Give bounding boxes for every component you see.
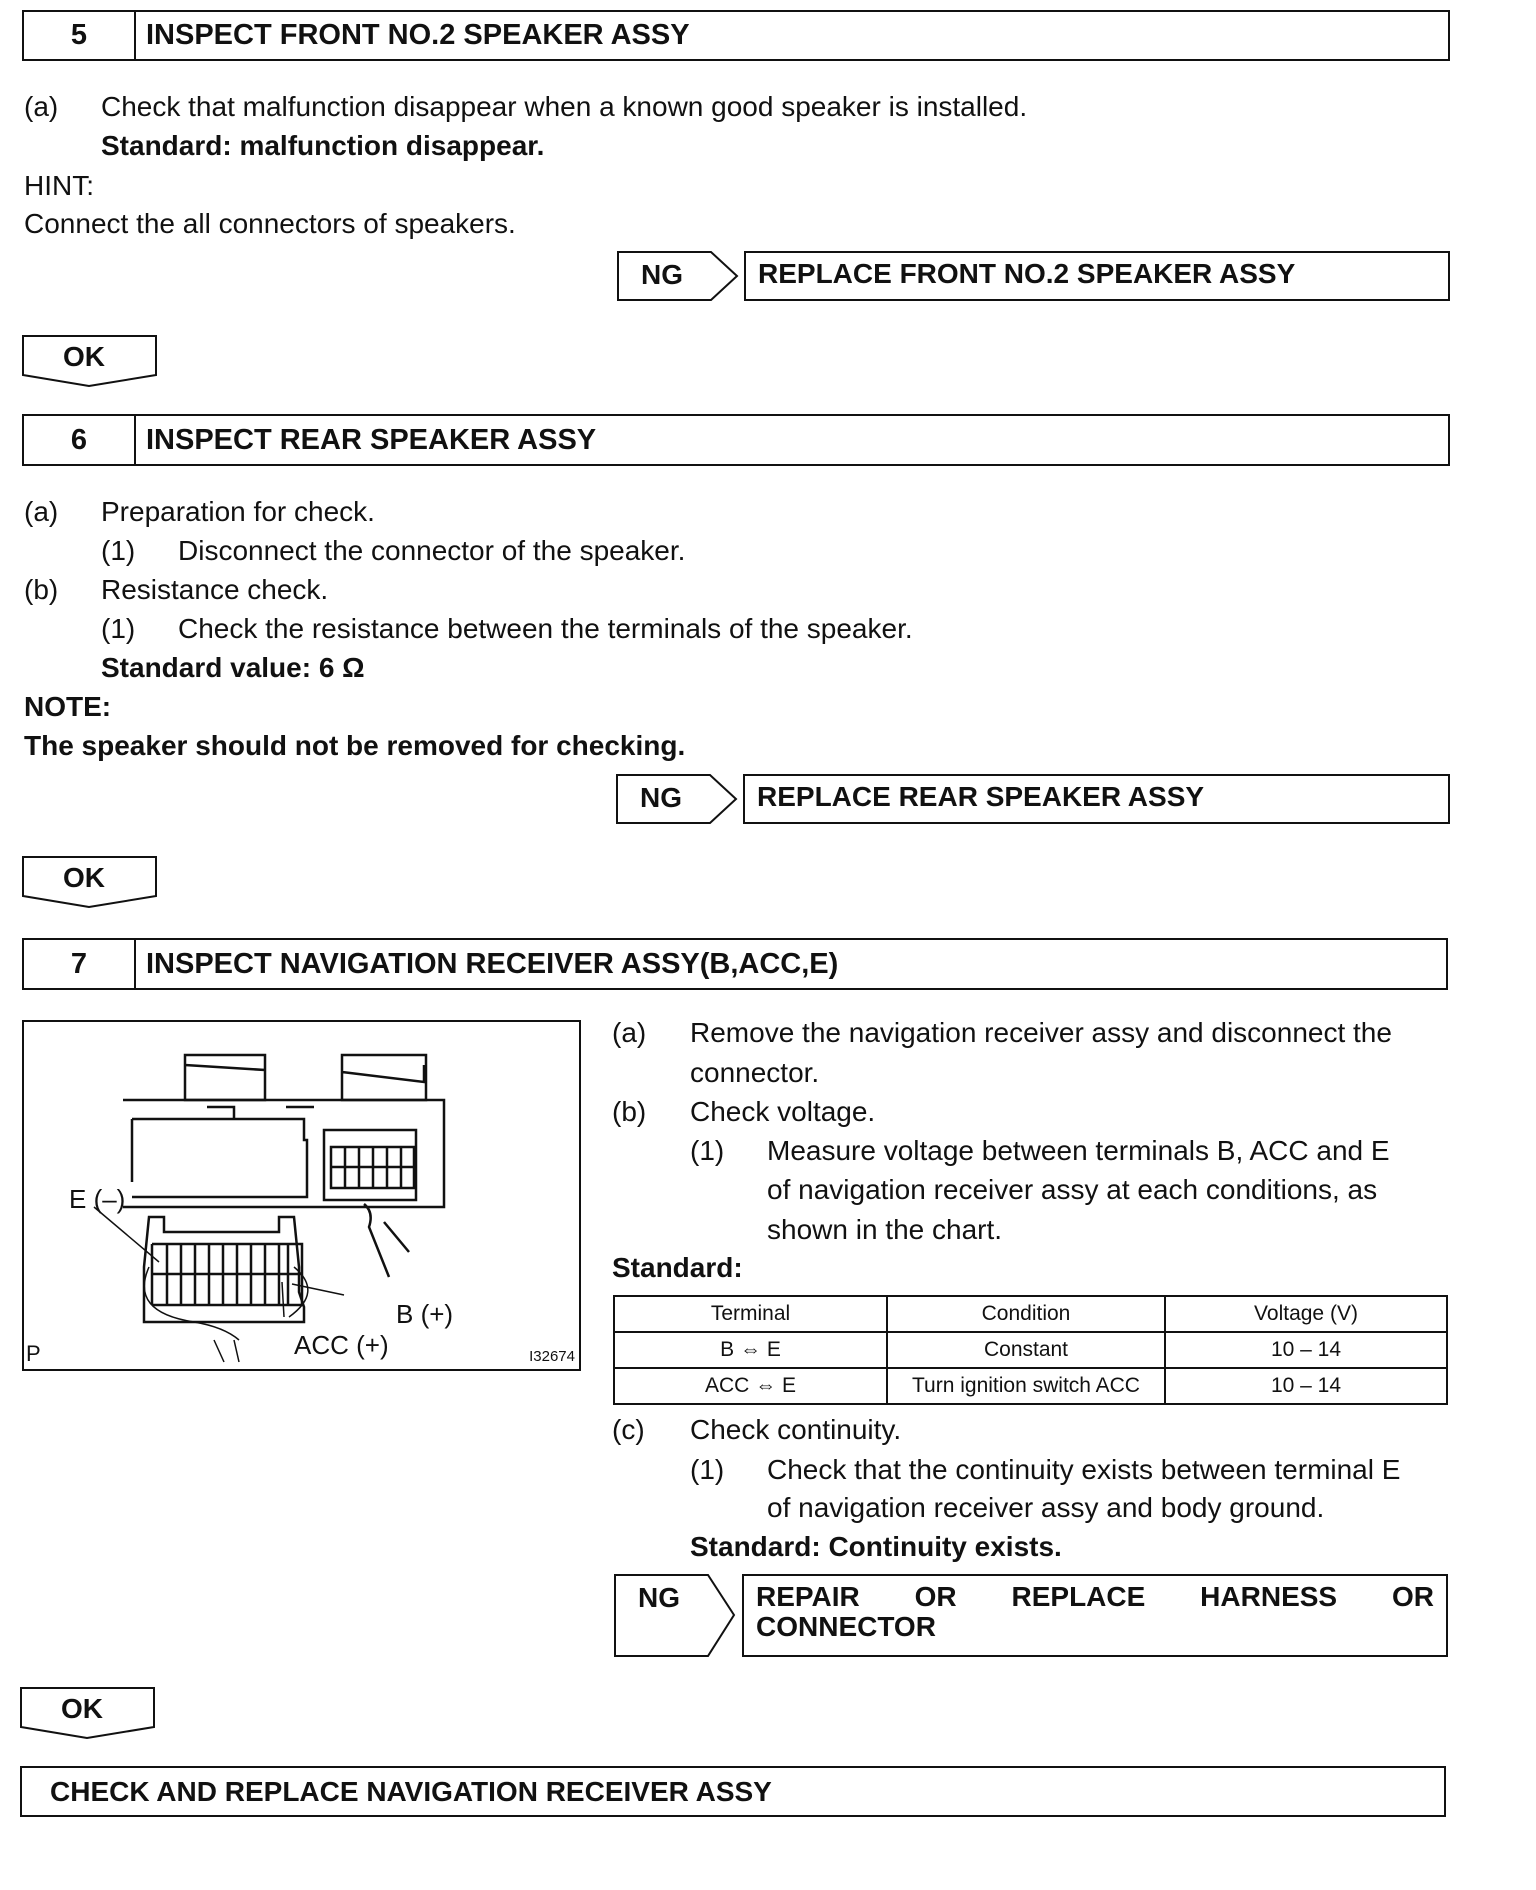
step5-standard: Standard: malfunction disappear.: [101, 130, 545, 161]
table-header-cell: Voltage (V): [1165, 1296, 1447, 1332]
step5-ng-marker: [617, 251, 741, 301]
step7-c1-marker: (1): [690, 1454, 725, 1485]
table-header-row: [614, 1296, 1447, 1332]
step7-b1-text-3: shown in the chart.: [767, 1214, 1003, 1245]
label-acc-terminal: ACC (+): [294, 1330, 389, 1360]
label-e-terminal: E (–): [69, 1184, 126, 1214]
step7-standard-label: Standard:: [612, 1252, 743, 1283]
step6-ok-marker: [22, 856, 158, 908]
step7-a-marker: (a): [612, 1017, 647, 1048]
step6-b-marker: (b): [24, 574, 59, 605]
step6-note-label: NOTE:: [24, 691, 112, 722]
step7-a-text-2: connector.: [690, 1057, 820, 1088]
step7-b-marker: (b): [612, 1096, 647, 1127]
step7-b-text: Check voltage.: [690, 1096, 876, 1127]
ng-label: NG: [638, 1582, 680, 1613]
table-header-cell: Condition: [887, 1296, 1165, 1332]
step6-standard: Standard value: 6 Ω: [101, 652, 365, 683]
table-cell: ACC ⇔ E: [614, 1368, 887, 1404]
table-cell: B ⇔ E: [614, 1332, 887, 1368]
step6-b-text: Resistance check.: [101, 574, 329, 605]
step6-a-text: Preparation for check.: [101, 496, 375, 527]
step7-c-text: Check continuity.: [690, 1414, 902, 1445]
step-number: 5: [24, 12, 136, 59]
step-6-header: [22, 414, 1450, 466]
step5-a-marker: (a): [24, 91, 59, 122]
ok-label: OK: [61, 1693, 103, 1724]
final-action-box: [20, 1766, 1446, 1817]
step7-ng-action: [742, 1574, 1448, 1657]
step5-a-text: Check that malfunction disappear when a known good speaker is installed.: [101, 91, 1028, 122]
figure-id: I32674: [529, 1348, 575, 1365]
table-cell: Constant: [887, 1332, 1165, 1368]
ok-label: OK: [63, 341, 105, 372]
diagram-corner-p: P: [26, 1341, 41, 1366]
step7-standard-c: Standard: Continuity exists.: [690, 1531, 1062, 1562]
step7-c1-text-2: of navigation receiver assy and body ground.: [767, 1492, 1325, 1523]
step6-b1-marker: (1): [101, 613, 136, 644]
final-title: CHECK AND REPLACE NAVIGATION RECEIVER ASSY: [50, 1775, 772, 1807]
step7-b1-marker: (1): [690, 1135, 725, 1166]
step7-ok-marker: [20, 1687, 156, 1739]
step6-ng-marker: [616, 774, 740, 824]
step-title: INSPECT FRONT NO.2 SPEAKER ASSY: [146, 19, 690, 51]
step5-ng-action: REPLACE FRONT NO.2 SPEAKER ASSY: [744, 251, 1450, 301]
step7-a-text-1: Remove the navigation receiver assy and disconnect the: [690, 1017, 1392, 1048]
table-row: [614, 1368, 1447, 1404]
step6-b1-text: Check the resistance between the terminals of the speaker.: [178, 613, 913, 644]
ng-action-line-2: CONNECTOR: [756, 1611, 936, 1642]
table-row: [614, 1332, 1447, 1368]
step7-ng-marker: [614, 1574, 738, 1657]
table-cell: Turn ignition switch ACC: [887, 1368, 1165, 1404]
ng-label: NG: [640, 782, 682, 813]
step6-a1-text: Disconnect the connector of the speaker.: [178, 535, 686, 566]
step-7-header: [22, 938, 1448, 990]
table-cell: 10 – 14: [1165, 1368, 1447, 1404]
step7-b1-text-2: of navigation receiver assy at each conditions, as: [767, 1174, 1378, 1205]
table-header-cell: Terminal: [614, 1296, 887, 1332]
ng-action-line-1: REPAIR OR REPLACE HARNESS OR: [756, 1581, 1434, 1612]
ok-label: OK: [63, 862, 105, 893]
step-number: 7: [24, 940, 136, 988]
step7-c-marker: (c): [612, 1414, 645, 1445]
step7-b1-text-1: Measure voltage between terminals B, ACC and E: [767, 1135, 1390, 1166]
step6-note-text: The speaker should not be removed for checking.: [24, 730, 686, 761]
step-title: INSPECT NAVIGATION RECEIVER ASSY(B,ACC,E): [146, 947, 839, 980]
label-b-terminal: B (+): [396, 1299, 454, 1329]
step6-a1-marker: (1): [101, 535, 136, 566]
step5-ok-marker: [22, 335, 158, 387]
step6-a-marker: (a): [24, 496, 59, 527]
step-5-header: [22, 10, 1450, 61]
ng-label: NG: [641, 259, 683, 290]
step7-c1-text-1: Check that the continuity exists between terminal E: [767, 1454, 1401, 1485]
step5-hint-label: HINT:: [24, 170, 94, 201]
step-number: 6: [24, 416, 136, 464]
step5-hint-text: Connect the all connectors of speakers.: [24, 208, 516, 239]
step-title: INSPECT REAR SPEAKER ASSY: [146, 423, 597, 456]
voltage-standard-table: [613, 1295, 1448, 1405]
connector-diagram: [22, 1020, 581, 1371]
table-cell: 10 – 14: [1165, 1332, 1447, 1368]
step6-ng-action: REPLACE REAR SPEAKER ASSY: [743, 774, 1450, 824]
